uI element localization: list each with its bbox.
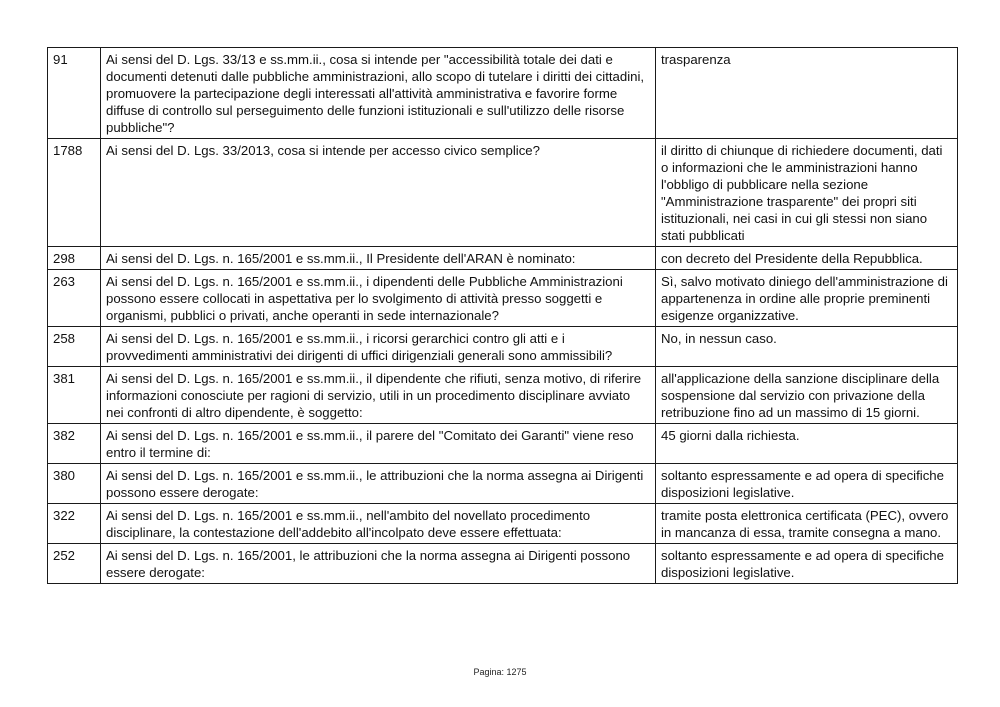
question-id: 91 xyxy=(48,48,101,139)
table-row xyxy=(48,464,958,504)
table-row xyxy=(48,367,958,424)
question-id: 1788 xyxy=(48,139,101,247)
answer-text: soltanto espressamente e ad opera di specifiche disposizioni legislative. xyxy=(656,464,958,504)
table-row xyxy=(48,504,958,544)
questions-table xyxy=(47,47,958,584)
question-text: Ai sensi del D. Lgs. 33/13 e ss.mm.ii., cosa si intende per "accessibilità totale dei dati e documenti detenuti dalle pubbliche amministrazioni, allo scopo di tutelare i diritti dei cittadini, promuovere la partecipazione degli interessati all'attività amministrativa e favorire forme diffuse di controllo sul perseguimento delle funzioni istituzionali e sull'utilizzo delle risorse pubbliche"? xyxy=(101,48,656,139)
question-id: 258 xyxy=(48,327,101,367)
question-text: Ai sensi del D. Lgs. n. 165/2001 e ss.mm.ii., il parere del "Comitato dei Garanti" viene reso entro il termine di: xyxy=(101,424,656,464)
question-text: Ai sensi del D. Lgs. n. 165/2001 e ss.mm.ii., i ricorsi gerarchici contro gli atti e i provvedimenti amministrativi dei dirigenti di uffici dirigenziali generali sono ammissibili? xyxy=(101,327,656,367)
table-row xyxy=(48,544,958,584)
question-id: 298 xyxy=(48,247,101,270)
answer-text: 45 giorni dalla richiesta. xyxy=(656,424,958,464)
question-id: 322 xyxy=(48,504,101,544)
table-row xyxy=(48,270,958,327)
question-id: 382 xyxy=(48,424,101,464)
table-row xyxy=(48,327,958,367)
answer-text: con decreto del Presidente della Repubblica. xyxy=(656,247,958,270)
table-row xyxy=(48,424,958,464)
answer-text: Sì, salvo motivato diniego dell'amministrazione di appartenenza in ordine alle proprie preminenti esigenze organizzative. xyxy=(656,270,958,327)
page-number: Pagina: 1275 xyxy=(473,667,527,677)
table-row xyxy=(48,247,958,270)
answer-text: tramite posta elettronica certificata (PEC), ovvero in mancanza di essa, tramite consegna a mano. xyxy=(656,504,958,544)
answer-text: soltanto espressamente e ad opera di specifiche disposizioni legislative. xyxy=(656,544,958,584)
question-id: 252 xyxy=(48,544,101,584)
question-text: Ai sensi del D. Lgs. n. 165/2001, le attribuzioni che la norma assegna ai Dirigenti possono essere derogate: xyxy=(101,544,656,584)
answer-text: trasparenza xyxy=(656,48,958,139)
question-id: 263 xyxy=(48,270,101,327)
answer-text: all'applicazione della sanzione disciplinare della sospensione dal servizio con privazione della retribuzione fino ad un massimo di 15 giorni. xyxy=(656,367,958,424)
question-text: Ai sensi del D. Lgs. n. 165/2001 e ss.mm.ii., le attribuzioni che la norma assegna ai Dirigenti possono essere derogate: xyxy=(101,464,656,504)
question-text: Ai sensi del D. Lgs. n. 165/2001 e ss.mm.ii., i dipendenti delle Pubbliche Amministrazioni possono essere collocati in aspettativa per lo svolgimento di attività presso soggetti e organismi, pubblici o privati, anche operanti in sede internazionale? xyxy=(101,270,656,327)
question-text: Ai sensi del D. Lgs. n. 165/2001 e ss.mm.ii., il dipendente che rifiuti, senza motivo, di riferire informazioni conosciute per ragioni di servizio, utili in un procedimento disciplinare avviato nei confronti di altro dipendente, è soggetto: xyxy=(101,367,656,424)
question-text: Ai sensi del D. Lgs. 33/2013, cosa si intende per accesso civico semplice? xyxy=(101,139,656,247)
question-id: 381 xyxy=(48,367,101,424)
question-text: Ai sensi del D. Lgs. n. 165/2001 e ss.mm.ii., Il Presidente dell'ARAN è nominato: xyxy=(101,247,656,270)
question-id: 380 xyxy=(48,464,101,504)
table-row xyxy=(48,48,958,139)
question-text: Ai sensi del D. Lgs. n. 165/2001 e ss.mm.ii., nell'ambito del novellato procedimento disciplinare, la contestazione dell'addebito all'incolpato deve essere effettuata: xyxy=(101,504,656,544)
answer-text: No, in nessun caso. xyxy=(656,327,958,367)
table-row xyxy=(48,139,958,247)
answer-text: il diritto di chiunque di richiedere documenti, dati o informazioni che le amministrazioni hanno l'obbligo di pubblicare nella sezione "Amministrazione trasparente" dei propri siti istituzionali, nei casi in cui gli stessi non siano stati pubblicati xyxy=(656,139,958,247)
